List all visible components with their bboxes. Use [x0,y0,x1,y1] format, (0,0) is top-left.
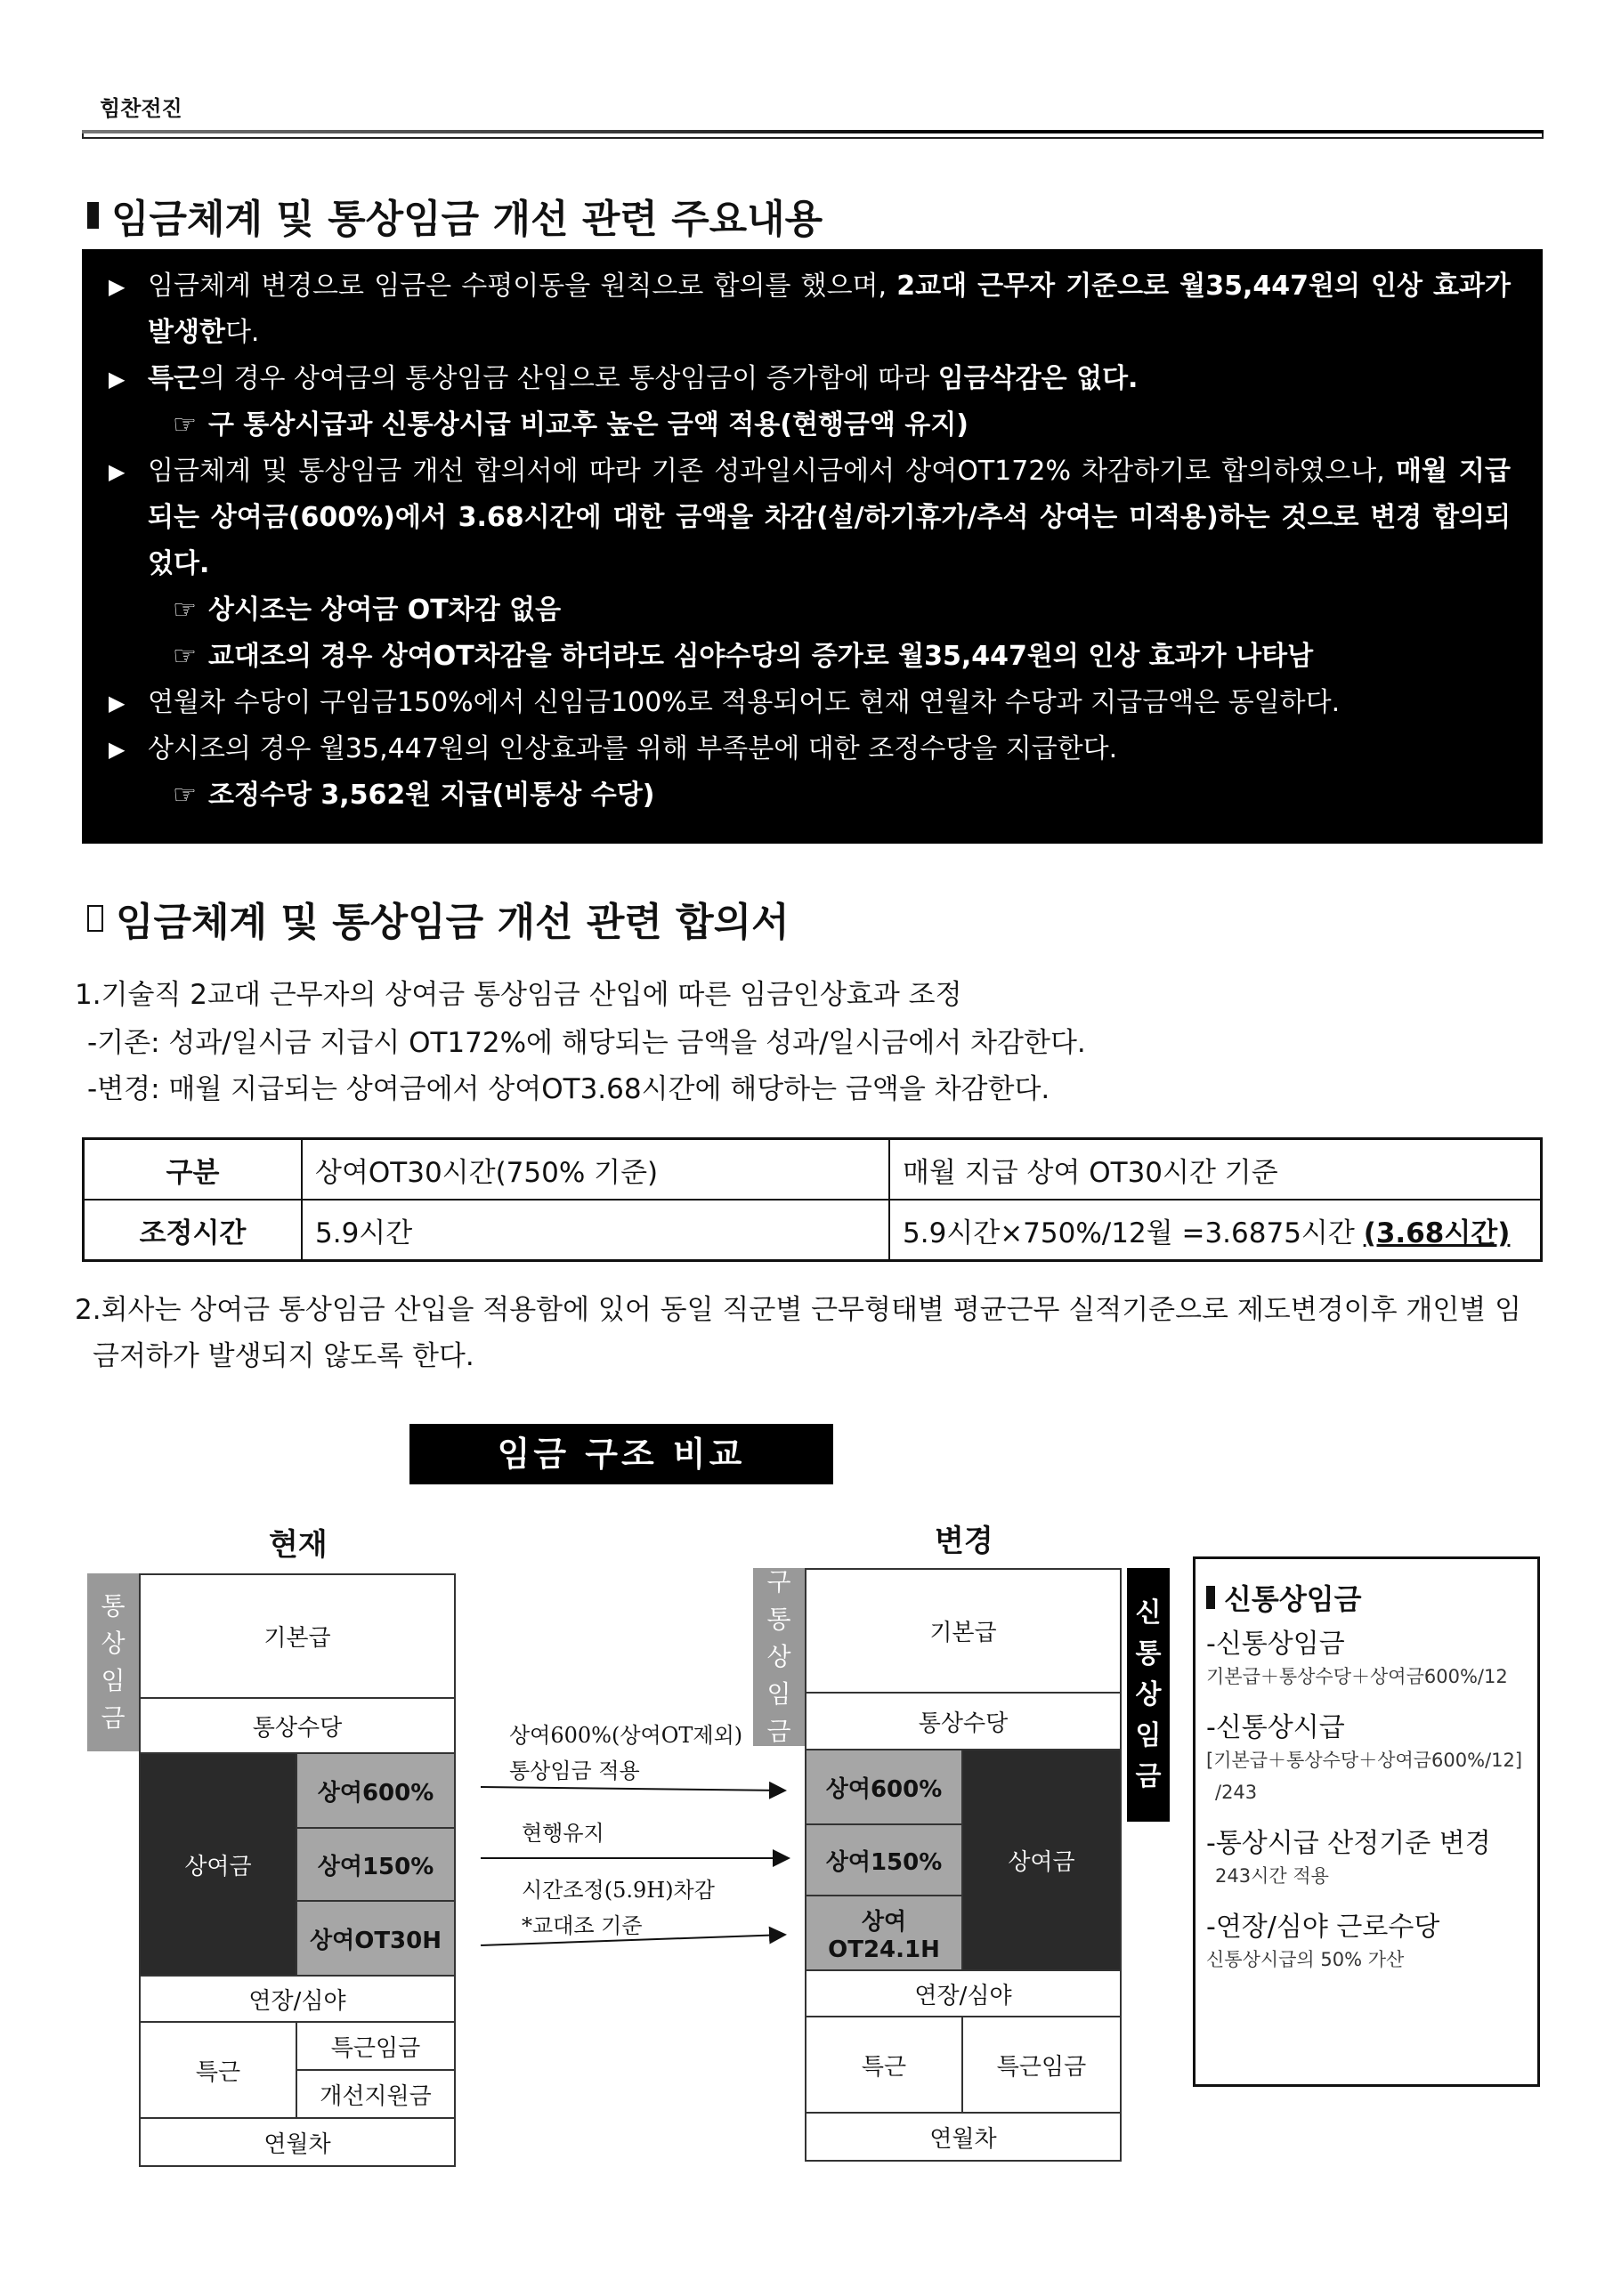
subitem-text: 상시조는 상여금 OT차감 없음 [208,594,562,626]
item1-text: 임금체계 변경으로 임금은 수평이동을 원칙으로 합의를 했으며, [148,271,897,302]
changed-base-pay: 기본급 [805,1568,1122,1694]
table-row [84,1139,1542,1201]
info-detail: 기본급＋통상수당＋상여금600%/12 [1206,1666,1508,1687]
summary-subitem-1 [109,402,1511,449]
clause-1: 1.기술직 2교대 근무자의 상여금 통상임금 산입에 따른 임금인상효과 조정 [75,979,962,1011]
changed-special-work: 특근 [805,2016,963,2114]
changed-allowance: 통상수당 [805,1692,1122,1750]
current-bonus-ot: 상여OT30H [296,1900,456,1977]
clause-1-before: -기존: 성과/일시금 지급시 OT172%에 해당되는 금액을 성과/일시금에서 차감한다. [87,1027,1086,1059]
triangle-bullet-icon: ▶ [109,691,126,715]
item5-text: 상시조의 경우 월35,447원의 인상효과를 위해 부족분에 대한 조정수당을 지급한다. [148,733,1118,764]
current-special-work: 특근 [139,2021,297,2119]
changed-bonus: 상여금 [961,1749,1122,1971]
current-bonus-150: 상여150% [296,1827,456,1902]
triangle-bullet-icon: ▶ [109,737,126,762]
arrow-1-label: 상여600%(상여OT제외) [509,1723,743,1748]
arrow-3-label: 시간조정(5.9H)차감 [522,1878,715,1903]
calc-text: 5.9시간×750%/12월 =3.6875시간 [903,1217,1364,1249]
square-bullet-icon [1206,1586,1215,1609]
item2-text: 의 경우 상여금의 통상임금 산입으로 통상임금이 증가함에 따라 [199,363,938,394]
info-detail: 신통상시급의 50% 가산 [1206,1949,1405,1970]
info-detail: /243 [1215,1782,1258,1803]
clause-1-after: -변경: 매월 지급되는 상여금에서 상여OT3.68시간에 해당하는 금액을 차감한다. [87,1073,1050,1105]
clause-2: 2.회사는 상여금 통상임금 산입을 적용함에 있어 동일 직군별 근무형태별 평균근무 실적기준으로 제도변경이후 개인별 임 [75,1294,1522,1326]
subitem-text: 교대조의 경우 상여OT차감을 하더라도 심야수당의 증가로 월35,447원의 인상 효과가 나타남 [208,641,1314,672]
diagram-title: 임금 구조 비교 [409,1424,833,1484]
section2-title [87,890,790,947]
changed-heading: 변경 [935,1524,993,1559]
item2-bold-b: 임금삭감은 없다. [937,363,1139,394]
current-heading: 현재 [269,1527,328,1563]
triangle-bullet-icon: ▶ [109,274,126,299]
table-cell: 매월 지급 상여 OT30시간 기준 [889,1139,1542,1201]
summary-item-5 [109,726,1511,772]
info-heading: -연장/심야 근로수당 [1206,1912,1440,1943]
changed-overtime: 연장/심야 [805,1969,1122,2017]
clause-2-cont: 금저하가 발생되지 않도록 한다. [93,1340,474,1372]
table-cell: 5.9시간 [302,1200,889,1261]
pointing-hand-icon: ☞ [173,780,197,811]
current-bonus: 상여금 [139,1752,297,1977]
summary-item-1 [109,263,1511,356]
info-detail: 243시간 적용 [1215,1865,1329,1887]
current-overtime: 연장/심야 [139,1975,456,2023]
section2-title-text: 임금체계 및 통상임금 개선 관련 합의서 [116,900,790,945]
table-cell: 상여OT30시간(750% 기준) [302,1139,889,1201]
info-heading: -통상시급 산정기준 변경 [1206,1828,1491,1859]
current-base-pay: 기본급 [139,1573,456,1699]
current-special-wage: 특근임금 [296,2021,456,2071]
info-title-text: 신통상임금 [1224,1582,1362,1616]
summary-item-4 [109,680,1511,726]
arrow-1 [481,1787,785,1791]
changed-special-wage: 특근임금 [961,2016,1122,2114]
current-ordinary-wage-label: 통상임금 [87,1573,139,1751]
current-annual-leave: 연월차 [139,2117,456,2167]
changed-bonus-ot: 상여OT24.1H [805,1895,963,1971]
subitem-text: 구 통상시급과 신통상시급 비교후 높은 금액 적용(현행금액 유지) [208,409,969,441]
calc-result: (3.68시간) [1363,1217,1511,1249]
current-improvement-pay: 개선지원금 [296,2069,456,2119]
adjustment-table [82,1137,1543,1262]
summary-item-3 [109,449,1511,587]
arrow-1-sublabel: 통상임금 적용 [509,1758,640,1783]
item2-bold-a: 특근 [148,363,199,394]
arrow-3-sublabel: *교대조 기준 [522,1913,643,1938]
hollow-square-icon [87,905,103,932]
summary-subitem-2 [109,587,1511,634]
pointing-hand-icon: ☞ [173,409,197,441]
pointing-hand-icon: ☞ [173,641,197,672]
new-wage-info-box [1193,1556,1540,2087]
header-rule-frame [82,133,1544,139]
triangle-bullet-icon: ▶ [109,459,126,484]
arrow-2-label: 현행유지 [522,1821,604,1846]
changed-bonus-600: 상여600% [805,1749,963,1825]
item3-text: 임금체계 및 통상임금 개선 합의서에 따라 기존 성과일시금에서 상여OT172% 차감하기로 합의하였으나, [148,456,1396,487]
table-header-cell: 구분 [84,1139,303,1201]
summary-subitem-3 [109,634,1511,680]
summary-item-2 [109,356,1511,402]
changed-annual-leave: 연월차 [805,2112,1122,2162]
triangle-bullet-icon: ▶ [109,367,126,392]
square-bullet-icon [87,202,99,229]
table-cell [889,1200,1542,1261]
info-detail: [기본급＋통상수당＋상여금600%/12] [1206,1750,1523,1771]
current-bonus-600: 상여600% [296,1752,456,1829]
summary-subitem-4 [109,772,1511,819]
section1-title-text: 임금체계 및 통상임금 개선 관련 주요내용 [111,197,823,242]
item4-text: 연월차 수당이 구임금150%에서 신임금100%로 적용되어도 현재 연월차 수당과 지급금액은 동일하다. [148,687,1341,718]
table-header-cell: 조정시간 [84,1200,303,1261]
item3-bold: 매월 지급 되는 상여금(600%)에서 3.68시간에 대한 금액을 차감(설/하기휴가/추석 상여는 미적용)하는 것으로 변경 합의되었다. [148,456,1511,579]
current-allowance: 통상수당 [139,1697,456,1754]
info-heading: -신통상시급 [1206,1712,1345,1743]
summary-box [82,249,1543,844]
pointing-hand-icon: ☞ [173,594,197,626]
item1-bold: 2교대 근무자 기준으로 월35,447원의 인상 효과가 발생한 [148,271,1511,348]
old-ordinary-wage-label: 구통상임금 [753,1568,805,1746]
publication-name: 힘찬전진 [100,96,182,121]
item1-end: 다. [224,317,260,348]
info-box-title [1206,1577,1527,1618]
table-row [84,1200,1542,1261]
section1-title [87,187,823,244]
info-heading: -신통상임금 [1206,1629,1345,1660]
changed-bonus-150: 상여150% [805,1823,963,1896]
new-ordinary-wage-label: 신통상임금 [1127,1568,1170,1822]
subitem-text: 조정수당 3,562원 지급(비통상 수당) [208,780,655,811]
